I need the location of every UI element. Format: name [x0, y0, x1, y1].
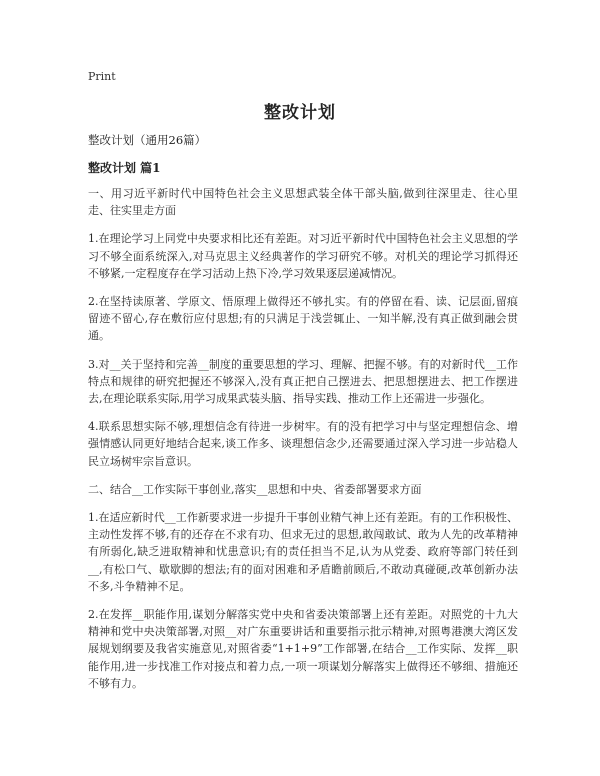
- document-subtitle: 整改计划（通用26篇）: [88, 133, 207, 147]
- print-label: Print: [88, 70, 116, 83]
- paragraph-1-4: 4.联系思想实际不够,理想信念有待进一步树牢。有的没有把学习中与坚定理想信念、增强情感认同更好地结合起来,谈工作多、谈理想信念少,还需要通过深入学习进一步站稳人民立场树牢宗旨意识。: [88, 420, 518, 468]
- paragraph-1-3: 3.对__关于坚持和完善__制度的重要思想的学习、理解、把握不够。有的对新时代__工作特点和规律的研究把握还不够深入,没有真正把自己摆进去、把思想摆进去、把工作摆进去,在理论联系实际,用学习成果武装头脑、指导实践、推动工作上还需进一步强化。: [88, 357, 518, 406]
- document-title: 整改计划: [264, 103, 336, 123]
- paragraph-1-2: 2.在坚持读原著、学原文、悟原理上做得还不够扎实。有的停留在看、读、记层面,留痕留迹不留心,存在敷衍应付思想;有的只满足于浅尝辄止、一知半解,没有真正做到融会贯通。: [88, 295, 518, 343]
- paragraph-heading-1: 一、用习近平新时代中国特色社会主义思想武装全体干部头脑,做到往深里走、往心里走、往实里走方面: [88, 187, 518, 218]
- paragraph-1-1: 1.在理论学习上同党中央要求相比还有差距。对习近平新时代中国特色社会主义思想的学习不够全面系统深入,对马克思主义经典著作的学习研究不够。对机关的理论学习抓得还不够紧,一定程度存在学习活动上热下冷,学习效果逐层递减情况。: [88, 232, 518, 280]
- document-body: [88, 132, 518, 703]
- section-heading: 整改计划 篇1: [88, 161, 161, 175]
- paragraph-2-2: 2.在发挥__职能作用,谋划分解落实党中央和省委决策部署上还有差距。对照党的十九大精神和党中央决策部署,对照__对广东重要讲话和重要指示批示精神,对照粤港澳大湾区发展规划纲要及我省实施意见,对照省委“1+1+9”工作部署,在结合__工作实际、发挥__职能作用,进一步找准工作对接点和着力点,一项一项谋划分解落实上做得还不够细、措施还不够有力。: [88, 608, 518, 690]
- paragraph-2-1: 1.在适应新时代__工作新要求进一步提升干事创业精气神上还有差距。有的工作积极性、主动性发挥不够,有的还存在不求有功、但求无过的思想,敢闯敢试、敢为人先的改革精神有所弱化,缺乏进取精神和忧患意识;有的责任担当不足,认为从党委、政府等部门转任到__,有松口气、歇歇脚的想法;有的面对困难和矛盾瞻前顾后,不敢动真碰硬,改革创新办法不多,斗争精神不足。: [88, 511, 518, 593]
- paragraph-heading-2: 二、结合__工作实际干事创业,落实__思想和中央、省委部署要求方面: [88, 482, 422, 496]
